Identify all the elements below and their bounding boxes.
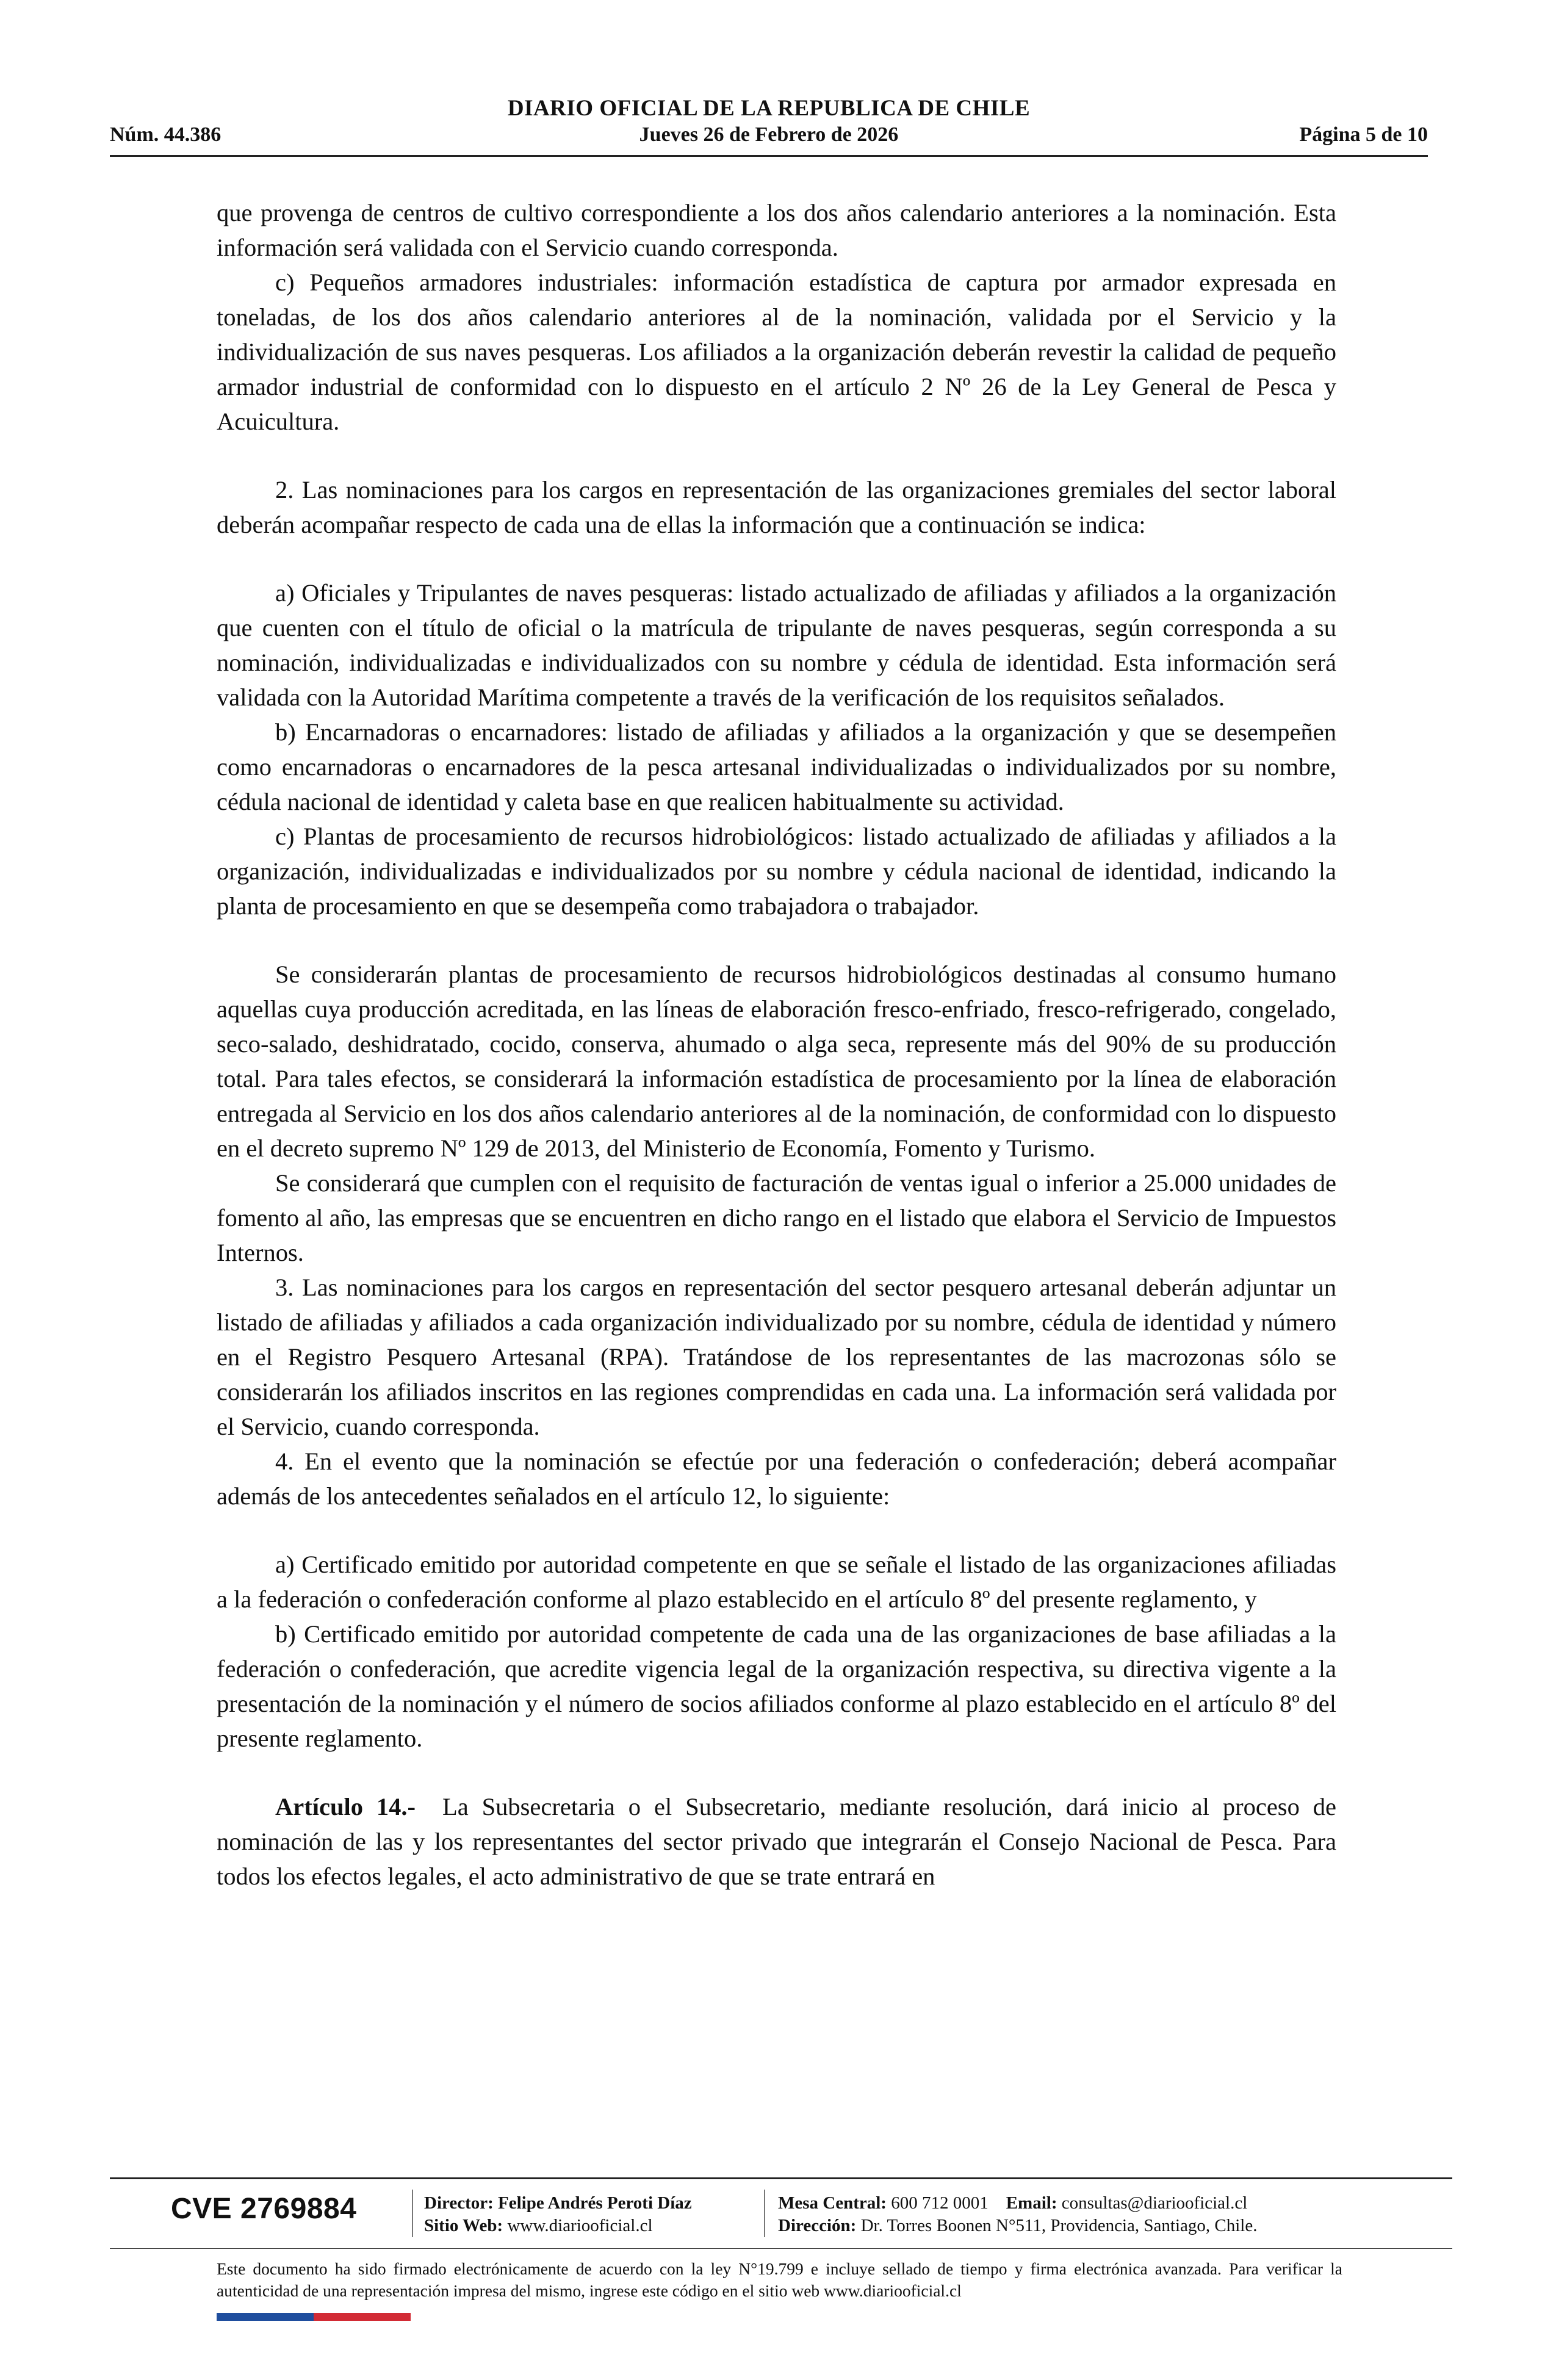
flag-blue-segment — [217, 2313, 314, 2321]
paragraph: a) Oficiales y Tripulantes de naves pesqueras: listado actualizado de afiliadas y afiliados a la organización que cuenten con el título de oficial o la matrícula de tripulante de naves pesqueras, según corresponda a su nominación, individualizadas e individualizados con su nombre y cédula de identidad. Esta información será validada con la Autoridad Marítima competente a través de la verificación de los requisitos señalados. — [217, 579, 1336, 711]
footer-divider — [110, 2177, 1452, 2179]
paragraph: 2. Las nominaciones para los cargos en representación de las organizaciones gremiales del sector laboral deberán acompañar respecto de cada una de ellas la información que a continuación se indica: — [217, 476, 1336, 538]
website-link[interactable]: www.diariooficial.cl — [507, 2216, 653, 2235]
flag-red-segment — [314, 2313, 411, 2321]
director-info — [424, 2192, 692, 2237]
chile-flag-stripe — [217, 2313, 411, 2321]
email-label: Email: — [1006, 2193, 1057, 2213]
paragraph: que provenga de centros de cultivo correspondiente a los dos años calendario anteriores a la nominación. Esta información será validada con el Servicio cuando corresponda. — [217, 199, 1336, 261]
paragraph: a) Certificado emitido por autoridad competente en que se señale el listado de las organizaciones afiliadas a la federación o confederación conforme al plazo establecido en el artículo 8º del presente reglamento, y — [217, 1551, 1336, 1613]
contact-info — [778, 2192, 1257, 2237]
header-divider — [110, 155, 1428, 157]
paragraph: c) Pequeños armadores industriales: información estadística de captura por armador expresada en toneladas, de los dos años calendario anteriores al de la nominación, validada por el Servicio y la individualización de sus naves pesqueras. Los afiliados a la organización deberán revestir la calidad de pequeño armador industrial de conformidad con lo dispuesto en el artículo 2 Nº 26 de la Ley General de Pesca y Acuicultura. — [217, 269, 1336, 435]
phone-number: 600 712 0001 — [891, 2193, 989, 2213]
phone-label: Mesa Central: — [778, 2193, 887, 2213]
paragraph: Se considerarán plantas de procesamiento de recursos hidrobiológicos destinadas al consumo humano aquellas cuya producción acreditada, en las líneas de elaboración fresco-enfriado, fresco-refrigerado, congelado, seco-salado, deshidratado, cocido, conserva, ahumado o alga seca, represente más del 90% de su producción total. Para tales efectos, se considerará la información estadística de procesamiento por la línea de elaboración entregada al Servicio en los dos años calendario anteriores al de la nominación, de conformidad con lo dispuesto en el decreto supremo Nº 129 de 2013, del Ministerio de Economía, Fomento y Turismo. — [217, 961, 1336, 1162]
document-body — [217, 195, 1336, 1894]
page-header — [110, 92, 1428, 159]
page-footer — [110, 2177, 1452, 2330]
director-label: Director: — [424, 2193, 494, 2213]
header-meta-row — [110, 123, 1428, 151]
paragraph: 4. En el evento que la nominación se efectúe por una federación o confederación; deberá acompañar además de los antecedentes señalados en el artículo 12, lo siguiente: — [217, 1448, 1336, 1510]
footer-separator — [412, 2190, 413, 2237]
footer-divider — [110, 2248, 1452, 2249]
address-label: Dirección: — [778, 2216, 857, 2235]
website-label: Sitio Web: — [424, 2216, 503, 2235]
paragraph: b) Certificado emitido por autoridad competente de cada una de las organizaciones de base afiliadas a la federación o confederación, que acredite vigencia legal de la organización respectiva, su directiva vigente a la presentación de la nominación y el número de socios afiliados conforme al plazo establecido en el artículo 8º del presente reglamento. — [217, 1620, 1336, 1752]
article-14-paragraph — [217, 1789, 1336, 1894]
issue-number: Núm. 44.386 — [110, 123, 222, 146]
email-link[interactable]: consultas@diariooficial.cl — [1061, 2193, 1248, 2213]
issue-date: Jueves 26 de Febrero de 2026 — [639, 123, 899, 146]
paragraph: c) Plantas de procesamiento de recursos hidrobiológicos: listado actualizado de afiliadas y afiliados a la organización, individualizadas e individualizados por su nombre y cédula nacional de identidad, indicando la planta de procesamiento en que se desempeña como trabajadora o trabajador. — [217, 823, 1336, 920]
article-heading: Artículo 14.- — [275, 1793, 416, 1820]
page-number: Página 5 de 10 — [1299, 123, 1428, 146]
paragraph: b) Encarnadoras o encarnadores: listado de afiliadas y afiliados a la organización y que se desempeñen como encarnadoras o encarnadores de la pesca artesanal individualizadas o individualizados por su nombre, cédula nacional de identidad y caleta base en que realicen habitualmente su actividad. — [217, 718, 1336, 815]
newspaper-title: DIARIO OFICIAL DE LA REPUBLICA DE CHILE — [507, 96, 1031, 121]
footer-separator — [764, 2190, 765, 2237]
paragraph: Se considerará que cumplen con el requisito de facturación de ventas igual o inferior a 25.000 unidades de fomento al año, las empresas que se encuentren en dicho rango en el listado que elabora el Servicio de Impuestos Internos. — [217, 1169, 1336, 1266]
cve-code: CVE 2769884 — [171, 2193, 357, 2225]
address-text: Dr. Torres Boonen N°511, Providencia, Santiago, Chile. — [860, 2216, 1258, 2235]
paragraph: 3. Las nominaciones para los cargos en representación del sector pesquero artesanal deberán adjuntar un listado de afiliadas y afiliados a cada organización individualizado por su nombre, cédula de identidad y número en el Registro Pesquero Artesanal (RPA). Tratándose de los representantes de las macrozonas sólo se considerarán los afiliados inscritos en las regiones comprendidas en cada una. La información será validada por el Servicio, cuando corresponda. — [217, 1274, 1336, 1440]
director-name: Felipe Andrés Peroti Díaz — [498, 2193, 692, 2213]
legal-notice: Este documento ha sido firmado electrónicamente de acuerdo con la ley N°19.799 e incluye sellado de tiempo y firma electrónica avanzada. Para verificar la autenticidad de una representación impresa del mismo, ingrese este código en el sitio web www.diariooficial.cl — [217, 2259, 1342, 2300]
article-text: La Subsecretaria o el Subsecretario, mediante resolución, dará inicio al proceso de nominación de las y los representantes del sector privado que integrarán el Consejo Nacional de Pesca. Para todos los efectos legales, el acto administrativo de que se trate entrará en — [217, 1793, 1337, 1890]
